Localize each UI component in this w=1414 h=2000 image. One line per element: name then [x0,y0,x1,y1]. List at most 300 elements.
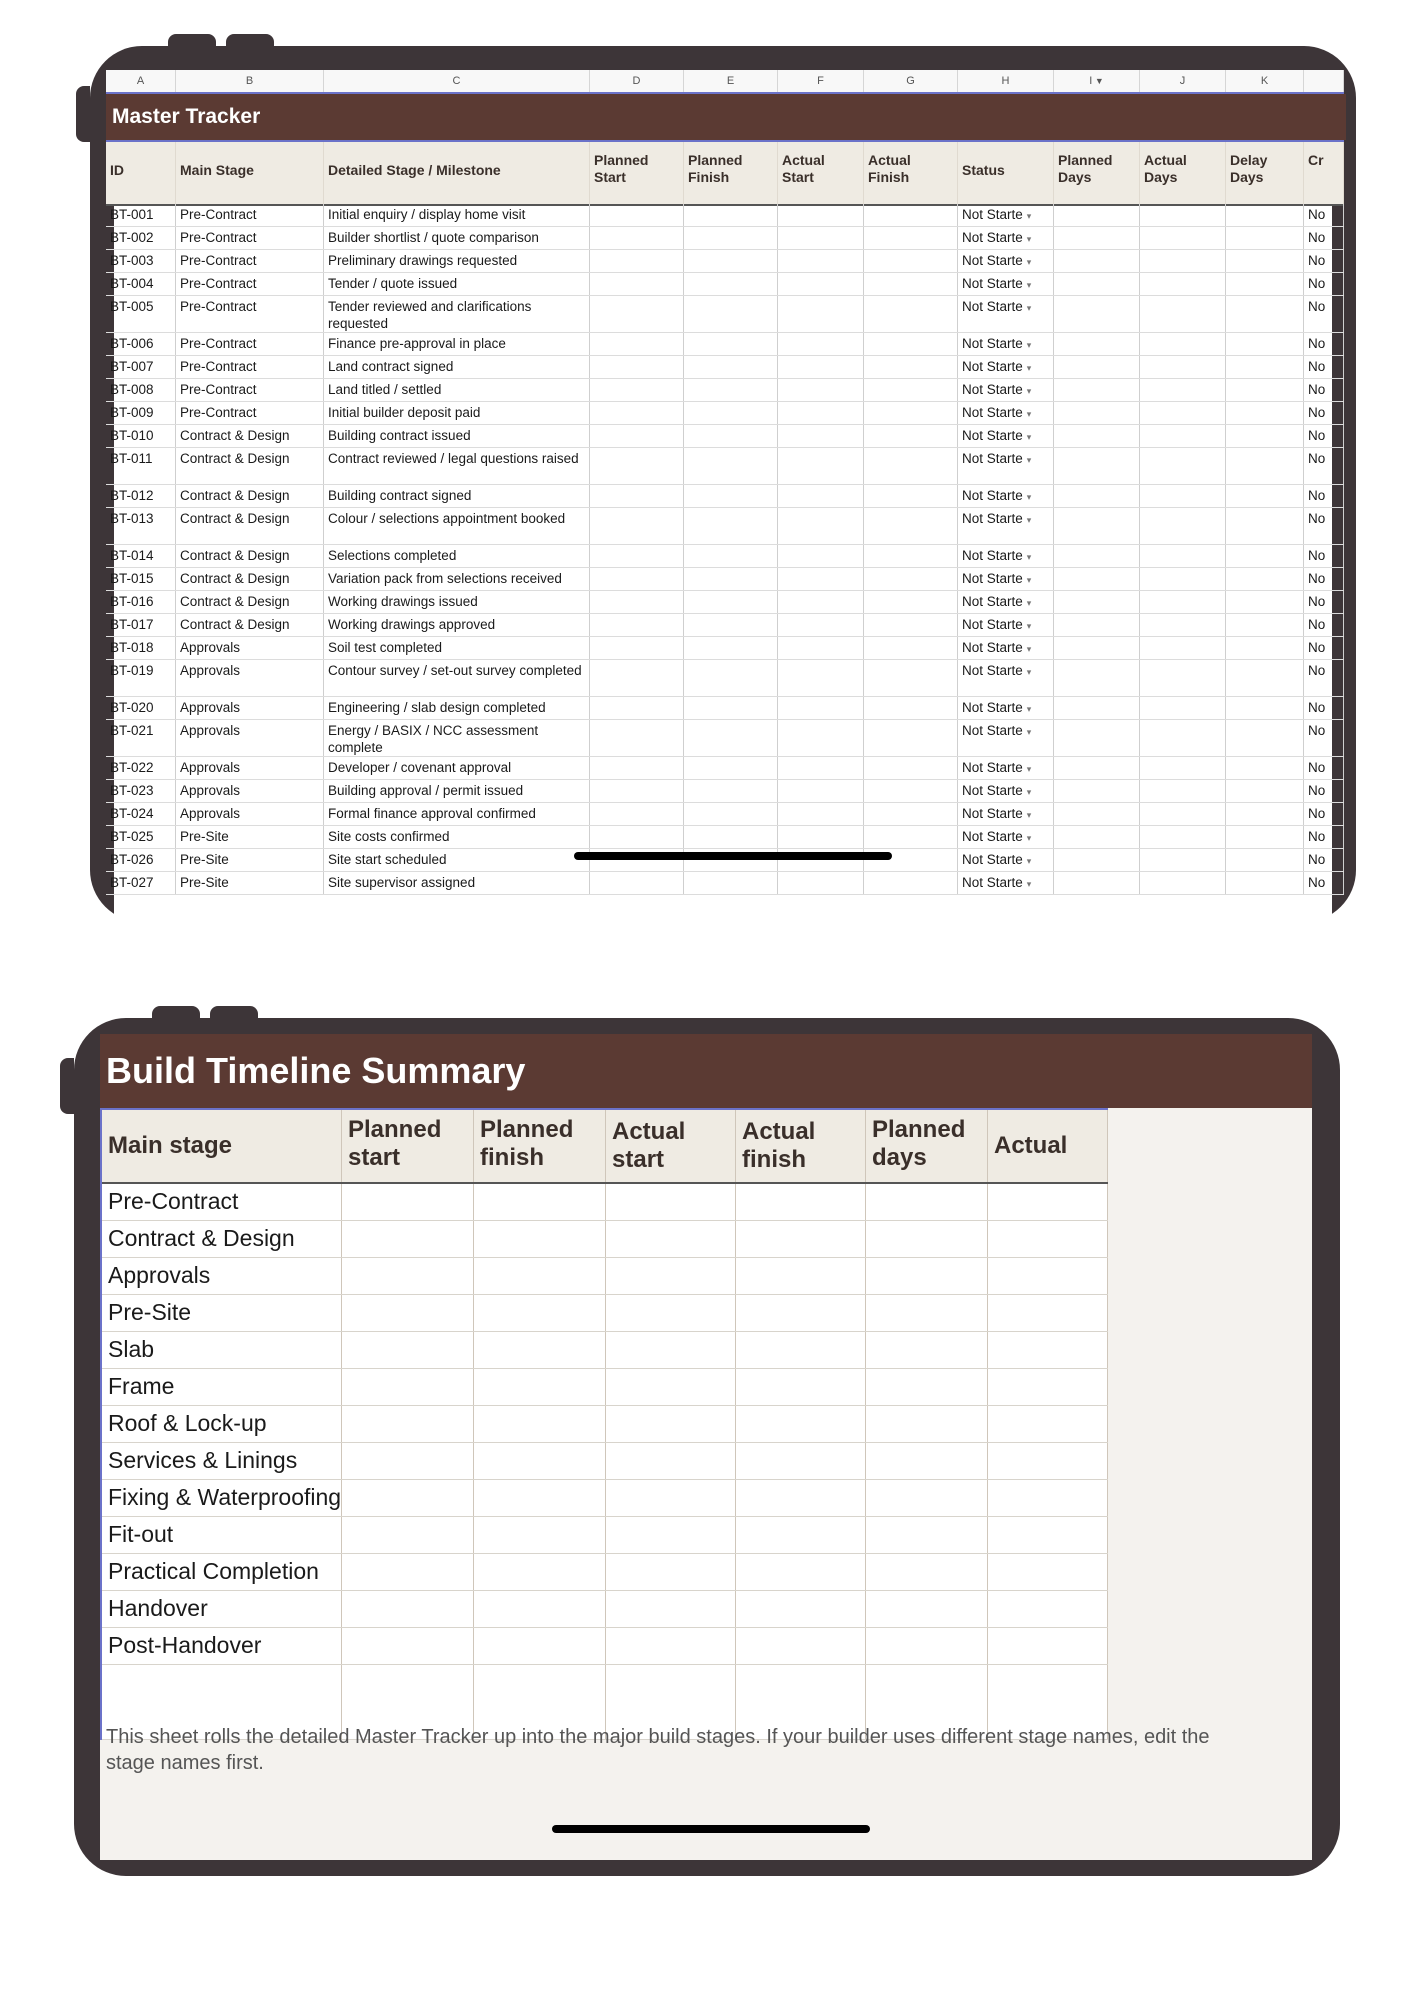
cell-empty[interactable] [1054,720,1140,756]
chevron-down-icon[interactable]: ▾ [1026,667,1032,677]
cell-empty[interactable] [988,1258,1108,1294]
cell-empty[interactable] [684,872,778,894]
cell-empty[interactable] [778,227,864,249]
cell-notes[interactable]: No [1304,637,1344,659]
cell-empty[interactable] [684,697,778,719]
cell-id[interactable]: BT-026 [106,849,176,871]
cell-empty[interactable] [778,545,864,567]
chevron-down-icon[interactable]: ▾ [1026,492,1032,502]
cell-empty[interactable] [864,296,958,332]
cell-stage[interactable]: Contract & Design [176,425,324,447]
status-dropdown[interactable] [958,485,1054,507]
cell-empty[interactable] [1140,356,1226,378]
status-dropdown[interactable] [958,637,1054,659]
cell-milestone[interactable]: Initial enquiry / display home visit [324,204,590,226]
cell-empty[interactable] [988,1369,1108,1405]
cell-empty[interactable] [736,1369,866,1405]
column-letter[interactable]: A [106,70,176,92]
cell-empty[interactable] [590,508,684,544]
cell-empty[interactable] [864,379,958,401]
column-letter[interactable] [1304,70,1344,92]
cell-notes[interactable]: No [1304,660,1344,696]
cell-stage[interactable]: Approvals [176,720,324,756]
cell-empty[interactable] [1054,614,1140,636]
cell-id[interactable]: BT-012 [106,485,176,507]
cell-empty[interactable] [988,1406,1108,1442]
cell-empty[interactable] [1054,333,1140,355]
chevron-down-icon[interactable]: ▾ [1026,303,1032,313]
stage-name[interactable]: Contract & Design [102,1221,342,1257]
cell-empty[interactable] [1140,485,1226,507]
cell-empty[interactable] [864,508,958,544]
filter-dropdown-icon[interactable]: ▼ [1092,76,1104,86]
cell-empty[interactable] [1140,545,1226,567]
cell-empty[interactable] [778,250,864,272]
cell-empty[interactable] [778,356,864,378]
cell-empty[interactable] [590,448,684,484]
cell-empty[interactable] [1140,296,1226,332]
cell-milestone[interactable]: Preliminary drawings requested [324,250,590,272]
cell-milestone[interactable]: Site costs confirmed [324,826,590,848]
chevron-down-icon[interactable]: ▾ [1026,386,1032,396]
cell-empty[interactable] [736,1221,866,1257]
cell-empty[interactable] [342,1480,474,1516]
cell-notes[interactable]: No [1304,204,1344,226]
cell-empty[interactable] [866,1221,988,1257]
stage-name[interactable]: Services & Linings [102,1443,342,1479]
cell-empty[interactable] [1140,591,1226,613]
cell-stage[interactable]: Pre-Contract [176,356,324,378]
cell-id[interactable]: BT-009 [106,402,176,424]
cell-empty[interactable] [342,1184,474,1220]
cell-empty[interactable] [864,227,958,249]
cell-empty[interactable] [1140,508,1226,544]
cell-empty[interactable] [864,591,958,613]
cell-empty[interactable] [988,1480,1108,1516]
cell-empty[interactable] [864,333,958,355]
cell-empty[interactable] [342,1295,474,1331]
cell-empty[interactable] [864,204,958,226]
cell-milestone[interactable]: Tender / quote issued [324,273,590,295]
cell-empty[interactable] [684,296,778,332]
cell-stage[interactable]: Pre-Contract [176,273,324,295]
chevron-down-icon[interactable]: ▾ [1026,363,1032,373]
cell-notes[interactable]: No [1304,333,1344,355]
chevron-down-icon[interactable]: ▾ [1026,727,1032,737]
cell-empty[interactable] [590,250,684,272]
stage-name[interactable]: Fixing & Waterproofing [102,1480,342,1516]
cell-milestone[interactable]: Formal finance approval confirmed [324,803,590,825]
cell-empty[interactable] [864,568,958,590]
cell-empty[interactable] [1226,333,1304,355]
cell-empty[interactable] [1140,697,1226,719]
cell-empty[interactable] [590,780,684,802]
cell-empty[interactable] [474,1369,606,1405]
cell-empty[interactable] [1226,849,1304,871]
column-letter[interactable]: B [176,70,324,92]
cell-empty[interactable] [1054,780,1140,802]
cell-empty[interactable] [736,1332,866,1368]
cell-id[interactable]: BT-005 [106,296,176,332]
cell-empty[interactable] [474,1332,606,1368]
cell-empty[interactable] [864,757,958,779]
cell-empty[interactable] [1140,849,1226,871]
cell-empty[interactable] [474,1184,606,1220]
stage-name[interactable]: Roof & Lock-up [102,1406,342,1442]
cell-milestone[interactable]: Colour / selections appointment booked [324,508,590,544]
cell-empty[interactable] [684,803,778,825]
cell-id[interactable]: BT-002 [106,227,176,249]
cell-empty[interactable] [1054,227,1140,249]
cell-empty[interactable] [778,296,864,332]
cell-empty[interactable] [1140,227,1226,249]
cell-id[interactable]: BT-010 [106,425,176,447]
cell-empty[interactable] [864,485,958,507]
cell-stage[interactable]: Approvals [176,803,324,825]
cell-empty[interactable] [778,757,864,779]
cell-empty[interactable] [1054,402,1140,424]
cell-empty[interactable] [866,1184,988,1220]
chevron-down-icon[interactable]: ▾ [1026,764,1032,774]
cell-id[interactable]: BT-004 [106,273,176,295]
cell-stage[interactable]: Approvals [176,660,324,696]
cell-empty[interactable] [988,1517,1108,1553]
cell-empty[interactable] [1140,250,1226,272]
cell-empty[interactable] [474,1480,606,1516]
cell-notes[interactable]: No [1304,780,1344,802]
cell-empty[interactable] [590,425,684,447]
cell-empty[interactable] [606,1332,736,1368]
status-dropdown[interactable] [958,296,1054,332]
chevron-down-icon[interactable]: ▾ [1026,552,1032,562]
cell-empty[interactable] [606,1443,736,1479]
cell-empty[interactable] [778,379,864,401]
column-letter[interactable]: D [590,70,684,92]
cell-empty[interactable] [736,1554,866,1590]
chevron-down-icon[interactable]: ▾ [1026,211,1032,221]
cell-stage[interactable]: Contract & Design [176,614,324,636]
cell-empty[interactable] [684,660,778,696]
cell-empty[interactable] [684,757,778,779]
cell-empty[interactable] [1226,660,1304,696]
cell-milestone[interactable]: Finance pre-approval in place [324,333,590,355]
cell-empty[interactable] [736,1628,866,1664]
cell-empty[interactable] [590,660,684,696]
cell-empty[interactable] [684,780,778,802]
cell-empty[interactable] [342,1221,474,1257]
cell-id[interactable]: BT-024 [106,803,176,825]
cell-empty[interactable] [1054,872,1140,894]
cell-notes[interactable]: No [1304,273,1344,295]
cell-notes[interactable]: No [1304,485,1344,507]
cell-empty[interactable] [778,485,864,507]
cell-stage[interactable]: Contract & Design [176,545,324,567]
cell-empty[interactable] [1054,296,1140,332]
chevron-down-icon[interactable]: ▾ [1026,515,1032,525]
chevron-down-icon[interactable]: ▾ [1026,598,1032,608]
cell-empty[interactable] [684,250,778,272]
cell-empty[interactable] [1140,872,1226,894]
cell-empty[interactable] [1054,757,1140,779]
cell-notes[interactable]: No [1304,720,1344,756]
cell-empty[interactable] [1140,425,1226,447]
stage-name[interactable]: Slab [102,1332,342,1368]
status-dropdown[interactable] [958,614,1054,636]
cell-empty[interactable] [866,1369,988,1405]
cell-empty[interactable] [684,545,778,567]
cell-empty[interactable] [1226,614,1304,636]
cell-empty[interactable] [866,1406,988,1442]
chevron-down-icon[interactable]: ▾ [1026,409,1032,419]
cell-notes[interactable]: No [1304,227,1344,249]
cell-empty[interactable] [684,508,778,544]
cell-milestone[interactable]: Developer / covenant approval [324,757,590,779]
cell-empty[interactable] [866,1628,988,1664]
cell-empty[interactable] [1054,637,1140,659]
cell-empty[interactable] [1054,356,1140,378]
status-dropdown[interactable] [958,402,1054,424]
cell-stage[interactable]: Approvals [176,757,324,779]
cell-empty[interactable] [684,379,778,401]
cell-empty[interactable] [606,1628,736,1664]
chevron-down-icon[interactable]: ▾ [1026,787,1032,797]
cell-empty[interactable] [1054,379,1140,401]
cell-empty[interactable] [1226,697,1304,719]
cell-empty[interactable] [606,1480,736,1516]
cell-stage[interactable]: Pre-Contract [176,379,324,401]
cell-empty[interactable] [606,1406,736,1442]
cell-empty[interactable] [1226,379,1304,401]
cell-empty[interactable] [864,637,958,659]
cell-empty[interactable] [590,273,684,295]
cell-empty[interactable] [1226,637,1304,659]
cell-empty[interactable] [590,872,684,894]
cell-stage[interactable]: Contract & Design [176,568,324,590]
cell-empty[interactable] [590,803,684,825]
cell-empty[interactable] [342,1332,474,1368]
cell-notes[interactable]: No [1304,872,1344,894]
cell-empty[interactable] [988,1591,1108,1627]
column-letter[interactable]: I ▼ [1054,70,1140,92]
status-dropdown[interactable] [958,508,1054,544]
cell-milestone[interactable]: Contour survey / set-out survey completed [324,660,590,696]
cell-stage[interactable]: Contract & Design [176,591,324,613]
chevron-down-icon[interactable]: ▾ [1026,621,1032,631]
chevron-down-icon[interactable]: ▾ [1026,810,1032,820]
chevron-down-icon[interactable]: ▾ [1026,856,1032,866]
status-dropdown[interactable] [958,227,1054,249]
cell-empty[interactable] [1054,826,1140,848]
status-dropdown[interactable] [958,757,1054,779]
cell-notes[interactable]: No [1304,697,1344,719]
cell-empty[interactable] [590,333,684,355]
cell-milestone[interactable]: Site supervisor assigned [324,872,590,894]
cell-empty[interactable] [1226,227,1304,249]
cell-empty[interactable] [866,1443,988,1479]
cell-empty[interactable] [864,803,958,825]
cell-empty[interactable] [778,614,864,636]
cell-id[interactable]: BT-016 [106,591,176,613]
cell-empty[interactable] [590,227,684,249]
cell-empty[interactable] [864,448,958,484]
chevron-down-icon[interactable]: ▾ [1026,340,1032,350]
cell-empty[interactable] [736,1295,866,1331]
cell-empty[interactable] [864,356,958,378]
cell-empty[interactable] [1054,448,1140,484]
cell-empty[interactable] [1140,273,1226,295]
cell-empty[interactable] [1140,660,1226,696]
cell-empty[interactable] [684,568,778,590]
cell-empty[interactable] [590,637,684,659]
status-dropdown[interactable] [958,204,1054,226]
cell-id[interactable]: BT-020 [106,697,176,719]
cell-empty[interactable] [866,1332,988,1368]
cell-empty[interactable] [778,333,864,355]
cell-empty[interactable] [606,1295,736,1331]
cell-empty[interactable] [778,780,864,802]
cell-empty[interactable] [1054,591,1140,613]
status-dropdown[interactable] [958,720,1054,756]
stage-name[interactable]: Pre-Contract [102,1184,342,1220]
cell-empty[interactable] [1140,204,1226,226]
cell-empty[interactable] [606,1184,736,1220]
cell-empty[interactable] [1140,614,1226,636]
cell-milestone[interactable]: Working drawings issued [324,591,590,613]
cell-empty[interactable] [1054,425,1140,447]
status-dropdown[interactable] [958,379,1054,401]
cell-milestone[interactable]: Working drawings approved [324,614,590,636]
chevron-down-icon[interactable]: ▾ [1026,234,1032,244]
cell-empty[interactable] [778,402,864,424]
status-dropdown[interactable] [958,780,1054,802]
cell-empty[interactable] [590,296,684,332]
cell-empty[interactable] [684,333,778,355]
cell-empty[interactable] [778,660,864,696]
cell-notes[interactable]: No [1304,849,1344,871]
cell-empty[interactable] [778,448,864,484]
stage-name[interactable]: Frame [102,1369,342,1405]
status-dropdown[interactable] [958,356,1054,378]
cell-stage[interactable]: Pre-Contract [176,333,324,355]
cell-empty[interactable] [778,273,864,295]
cell-empty[interactable] [1140,720,1226,756]
cell-empty[interactable] [1226,425,1304,447]
cell-empty[interactable] [1226,780,1304,802]
cell-id[interactable]: BT-017 [106,614,176,636]
status-dropdown[interactable] [958,697,1054,719]
cell-empty[interactable] [736,1591,866,1627]
cell-empty[interactable] [736,1406,866,1442]
cell-milestone[interactable]: Builder shortlist / quote comparison [324,227,590,249]
cell-empty[interactable] [778,591,864,613]
cell-empty[interactable] [1226,803,1304,825]
cell-empty[interactable] [864,425,958,447]
cell-empty[interactable] [1226,356,1304,378]
cell-empty[interactable] [778,697,864,719]
stage-name[interactable]: Approvals [102,1258,342,1294]
cell-empty[interactable] [1054,508,1140,544]
cell-empty[interactable] [778,637,864,659]
cell-empty[interactable] [1226,545,1304,567]
cell-empty[interactable] [1226,296,1304,332]
cell-empty[interactable] [1226,402,1304,424]
cell-empty[interactable] [736,1517,866,1553]
cell-empty[interactable] [684,637,778,659]
cell-empty[interactable] [684,227,778,249]
cell-empty[interactable] [1140,333,1226,355]
cell-empty[interactable] [988,1295,1108,1331]
cell-empty[interactable] [342,1258,474,1294]
cell-empty[interactable] [988,1443,1108,1479]
status-dropdown[interactable] [958,826,1054,848]
cell-empty[interactable] [988,1184,1108,1220]
cell-empty[interactable] [864,872,958,894]
stage-name[interactable]: Handover [102,1591,342,1627]
cell-notes[interactable]: No [1304,591,1344,613]
cell-empty[interactable] [1226,508,1304,544]
cell-empty[interactable] [590,568,684,590]
cell-notes[interactable]: No [1304,508,1344,544]
cell-empty[interactable] [1054,803,1140,825]
cell-stage[interactable]: Approvals [176,697,324,719]
cell-empty[interactable] [474,1258,606,1294]
cell-empty[interactable] [1140,780,1226,802]
cell-empty[interactable] [864,720,958,756]
cell-empty[interactable] [590,697,684,719]
column-letter[interactable]: J [1140,70,1226,92]
cell-empty[interactable] [866,1554,988,1590]
cell-id[interactable]: BT-011 [106,448,176,484]
cell-empty[interactable] [474,1517,606,1553]
cell-empty[interactable] [1226,485,1304,507]
cell-empty[interactable] [1054,485,1140,507]
stage-name[interactable]: Post-Handover [102,1628,342,1664]
cell-notes[interactable]: No [1304,803,1344,825]
cell-empty[interactable] [864,780,958,802]
cell-empty[interactable] [474,1554,606,1590]
cell-milestone[interactable]: Energy / BASIX / NCC assessment complete [324,720,590,756]
stage-name[interactable]: Pre-Site [102,1295,342,1331]
cell-empty[interactable] [1054,204,1140,226]
status-dropdown[interactable] [958,545,1054,567]
status-dropdown[interactable] [958,250,1054,272]
cell-empty[interactable] [864,660,958,696]
cell-empty[interactable] [606,1221,736,1257]
cell-stage[interactable]: Pre-Site [176,849,324,871]
cell-empty[interactable] [1226,872,1304,894]
cell-empty[interactable] [606,1591,736,1627]
cell-empty[interactable] [1054,273,1140,295]
cell-empty[interactable] [590,545,684,567]
cell-empty[interactable] [864,545,958,567]
cell-empty[interactable] [590,402,684,424]
cell-empty[interactable] [866,1258,988,1294]
cell-milestone[interactable]: Building contract signed [324,485,590,507]
cell-empty[interactable] [1054,697,1140,719]
cell-milestone[interactable]: Land contract signed [324,356,590,378]
chevron-down-icon[interactable]: ▾ [1026,257,1032,267]
cell-stage[interactable]: Approvals [176,637,324,659]
cell-empty[interactable] [864,826,958,848]
chevron-down-icon[interactable]: ▾ [1026,879,1032,889]
cell-id[interactable]: BT-021 [106,720,176,756]
cell-empty[interactable] [1054,849,1140,871]
cell-empty[interactable] [684,402,778,424]
cell-stage[interactable]: Pre-Contract [176,402,324,424]
chevron-down-icon[interactable]: ▾ [1026,644,1032,654]
column-letter[interactable]: F [778,70,864,92]
cell-empty[interactable] [1140,637,1226,659]
